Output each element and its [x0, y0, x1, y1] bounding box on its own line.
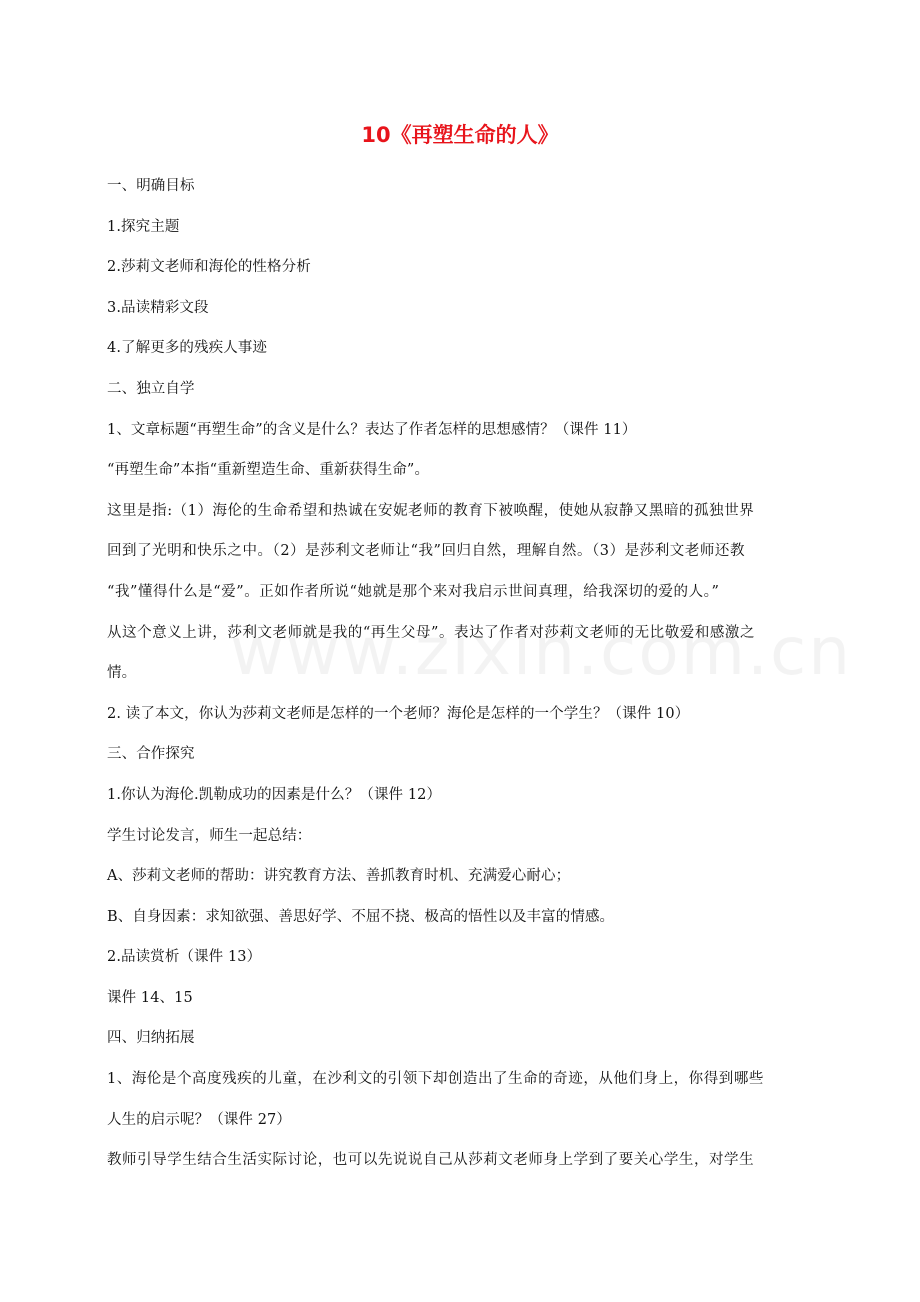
paragraph: 人生的启示呢？（课件 27） — [107, 1111, 291, 1128]
paragraph: 1、文章标题“再塑生命”的含义是什么？表达了作者怎样的思想感情？（课件 11） — [107, 421, 637, 438]
heading-self-study: 二、独立自学 — [107, 380, 195, 397]
paragraph: 学生讨论发言，师生一起总结： — [107, 827, 312, 844]
paragraph: 4.了解更多的残疾人事迹 — [107, 340, 268, 357]
paragraph: 1.你认为海伦.凯勒成功的因素是什么？（课件 12） — [107, 786, 442, 803]
paragraph: 1、海伦是个高度残疾的儿童，在沙利文的引领下却创造出了生命的奇迹，从他们身上，你得到哪些 — [107, 1071, 764, 1088]
heading-summary: 四、归纳拓展 — [107, 1030, 195, 1047]
heading-goals: 一、明确目标 — [107, 178, 195, 194]
paragraph: B、自身因素：求知欲强、善思好学、不屈不挠、极高的悟性以及丰富的情感。 — [107, 908, 615, 925]
paragraph: 教师引导学生结合生活实际讨论，也可以先说说自己从莎莉文老师身上学到了要关心学生，对学生 — [107, 1152, 755, 1169]
paragraph: “我”懂得什么是“爱”。正如作者所说“她就是那个来对我启示世间真理，给我深切的爱的人。” — [107, 583, 720, 600]
paragraph: 课件 14、15 — [107, 989, 193, 1006]
heading-cooperation: 三、合作探究 — [107, 746, 195, 763]
paragraph: 情。 — [107, 665, 137, 682]
paragraph: 2.品读赏析（课件 13） — [107, 949, 262, 966]
paragraph: 3.品读精彩文段 — [107, 299, 209, 316]
page-title: 10《再塑生命的人》 — [361, 123, 559, 147]
paragraph: 回到了光明和快乐之中。（2）是莎利文老师让“我”回归自然，理解自然。（3）是莎利文老师还教 — [107, 543, 746, 560]
document-body — [107, 166, 815, 1181]
paragraph: 这里是指:（1）海伦的生命希望和热诚在安妮老师的教育下被唤醒，使她从寂静又黑暗的孤独世界 — [107, 502, 755, 519]
paragraph: 2. 读了本文，你认为莎莉文老师是怎样的一个老师？海伦是怎样的一个学生？（课件 10） — [107, 705, 690, 722]
paragraph: A、莎莉文老师的帮助：讲究教育方法、善抓教育时机、充满爱心耐心； — [107, 868, 571, 885]
paragraph: “再塑生命”本指“重新塑造生命、重新获得生命”。 — [107, 462, 430, 479]
paragraph: 从这个意义上讲，莎利文老师就是我的“再生父母”。表达了作者对莎莉文老师的无比敬爱和感激之 — [107, 624, 756, 641]
paragraph: 2.莎莉文老师和海伦的性格分析 — [107, 259, 311, 276]
paragraph: 1.探究主题 — [107, 218, 180, 235]
